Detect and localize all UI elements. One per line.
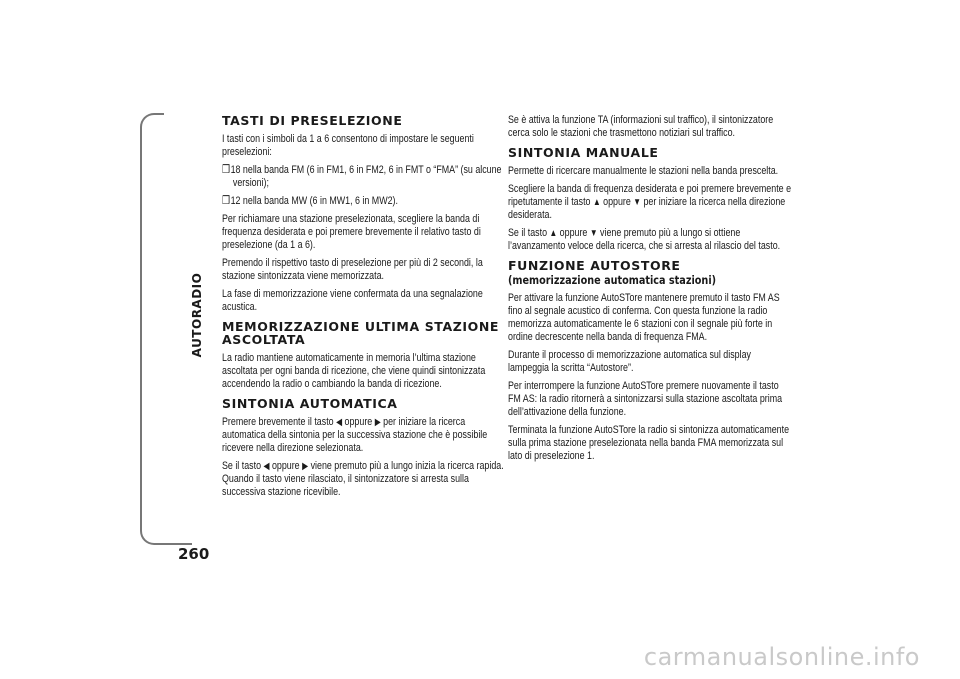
paragraph: La radio mantiene automaticamente in memoria l’ultima stazione ascoltata per ogni banda di ricezione, che viene quindi sintonizzata accendendo la radio o cambiando la banda di ricezione. <box>222 352 486 390</box>
down-arrow-icon: ▼ <box>589 228 598 239</box>
paragraph: Per attivare la funzione AutoSTore mantenere premuto il tasto FM AS fino al segnale acustico di conferma. Con questa funzione la radio memorizza automaticamente le 6 stazioni con il segnale più forte in ordine decrescente nella banda di frequenza FMA. <box>508 292 780 343</box>
subheading-autostore: (memorizzazione automatica stazioni) <box>508 273 717 287</box>
right-arrow-icon: ▶ <box>374 417 381 428</box>
paragraph: Per richiamare una stazione preselezionata, scegliere la banda di frequenza desiderata e poi premere brevemente il relativo tasto di preselezione (da 1 a 6). <box>222 213 481 251</box>
right-column <box>508 114 793 468</box>
paragraph: I tasti con i simboli da 1 a 6 consentono di impostare le seguenti preselezioni: <box>222 133 474 158</box>
bullet-icon: ❒ <box>222 164 230 176</box>
bullet-icon: ❒ <box>222 195 230 207</box>
paragraph: Scegliere la banda di frequenza desiderata e poi premere brevemente e ripetutamente il tasto ▲ oppure ▼ per iniziare la ricerca nella direzione desiderata. <box>508 183 792 221</box>
left-column <box>222 114 507 504</box>
paragraph: Premere brevemente il tasto ◀ oppure ▶ per iniziare la ricerca automatica della sintonia per la successiva stazione che è possibile ricevere nella direzione selezionata. <box>222 416 488 454</box>
bullet-item: ❒18 nella banda FM (6 in FM1, 6 in FM2, 6 in FMT o “FMA” (su alcune versioni); <box>222 164 502 189</box>
paragraph: Permette di ricercare manualmente le stazioni nella banda prescelta. <box>508 165 779 177</box>
heading-sintonia-automatica: SINTONIA AUTOMATICA <box>222 396 398 411</box>
paragraph: Per interrompere la funzione AutoSTore premere nuovamente il tasto FM AS: la radio ritornerà a sintonizzarsi sulla stazione ascoltata prima dell’attivazione della funzione. <box>508 380 783 418</box>
up-arrow-icon: ▲ <box>592 197 601 208</box>
down-arrow-icon: ▼ <box>633 197 642 208</box>
heading-funzione-autostore: FUNZIONE AUTOSTORE <box>508 258 681 273</box>
paragraph: Premendo il rispettivo tasto di preselezione per più di 2 secondi, la stazione sintonizzata viene memorizzata. <box>222 257 483 282</box>
paragraph: Terminata la funzione AutoSTore la radio si sintonizza automaticamente sulla prima stazione preselezionata nella banda FMA memorizzata sul lato di preselezione 1. <box>508 424 790 462</box>
section-tab-label: AUTORADIO <box>190 272 204 358</box>
left-arrow-icon: ◀ <box>336 417 343 428</box>
paragraph: Se il tasto ▲ oppure ▼ viene premuto più a lungo si ottiene l’avanzamento veloce della ricerca, che si arresta al rilascio del tasto. <box>508 227 781 252</box>
page-number: 260 <box>178 545 210 563</box>
paragraph: La fase di memorizzazione viene confermata da una segnalazione acustica. <box>222 288 483 313</box>
heading-memorizzazione: MEMORIZZAZIONE ULTIMA STAZIONE ASCOLTATA <box>222 319 500 347</box>
margin-bracket <box>140 113 192 545</box>
paragraph: Se è attiva la funzione TA (informazioni sul traffico), il sintonizzatore cerca solo le stazioni che trasmettono notiziari sul traffico. <box>508 114 774 139</box>
up-arrow-icon: ▲ <box>549 228 558 239</box>
section-tab <box>186 255 208 375</box>
watermark: carmanualsonline.info <box>643 643 920 671</box>
heading-sintonia-manuale: SINTONIA MANUALE <box>508 145 659 160</box>
bullet-item: ❒12 nella banda MW (6 in MW1, 6 in MW2). <box>222 195 398 207</box>
right-arrow-icon: ▶ <box>302 461 309 472</box>
paragraph: Se il tasto ◀ oppure ▶ viene premuto più a lungo inizia la ricerca rapida. Quando il tasto viene rilasciato, il sintonizzatore si arresta sulla successiva stazione ricevibile. <box>222 460 504 498</box>
left-arrow-icon: ◀ <box>263 461 270 472</box>
heading-tasti-preselezione: TASTI DI PRESELEZIONE <box>222 113 403 128</box>
paragraph: Durante il processo di memorizzazione automatica sul display lampeggia la scritta “Autostore”. <box>508 349 751 374</box>
